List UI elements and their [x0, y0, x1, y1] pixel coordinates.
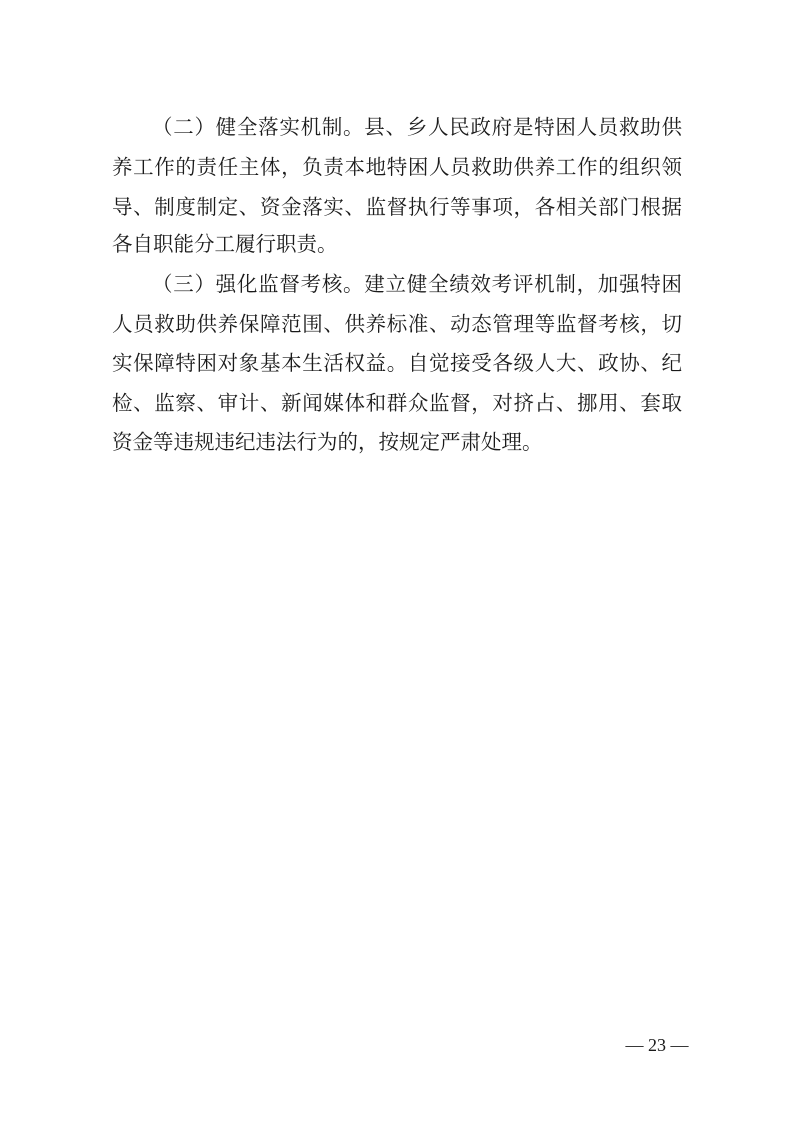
paragraph-line: 人员救助供养保障范围、供养标准、动态管理等监督考核，切 — [112, 312, 682, 336]
paragraph-line: （二）健全落实机制。县、乡人民政府是特困人员救助供 — [152, 115, 682, 139]
paragraph-line: （三）强化监督考核。建立健全绩效考评机制，加强特困 — [152, 272, 682, 296]
paragraph-line: 导、制度制定、资金落实、监督执行等事项，各相关部门根据 — [112, 195, 682, 219]
paragraph-line: 资金等违规违纪违法行为的，按规定严肃处理。 — [112, 430, 543, 454]
page-number: — 23 — — [625, 1035, 689, 1055]
paragraph-line: 各自职能分工履行职责。 — [112, 232, 338, 256]
paragraph-line: 检、监察、审计、新闻媒体和群众监督，对挤占、挪用、套取 — [112, 391, 682, 415]
paragraph-line: 养工作的责任主体，负责本地特困人员救助供养工作的组织领 — [112, 155, 682, 179]
paragraph-line: 实保障特困对象基本生活权益。自觉接受各级人大、政协、纪 — [112, 351, 682, 375]
